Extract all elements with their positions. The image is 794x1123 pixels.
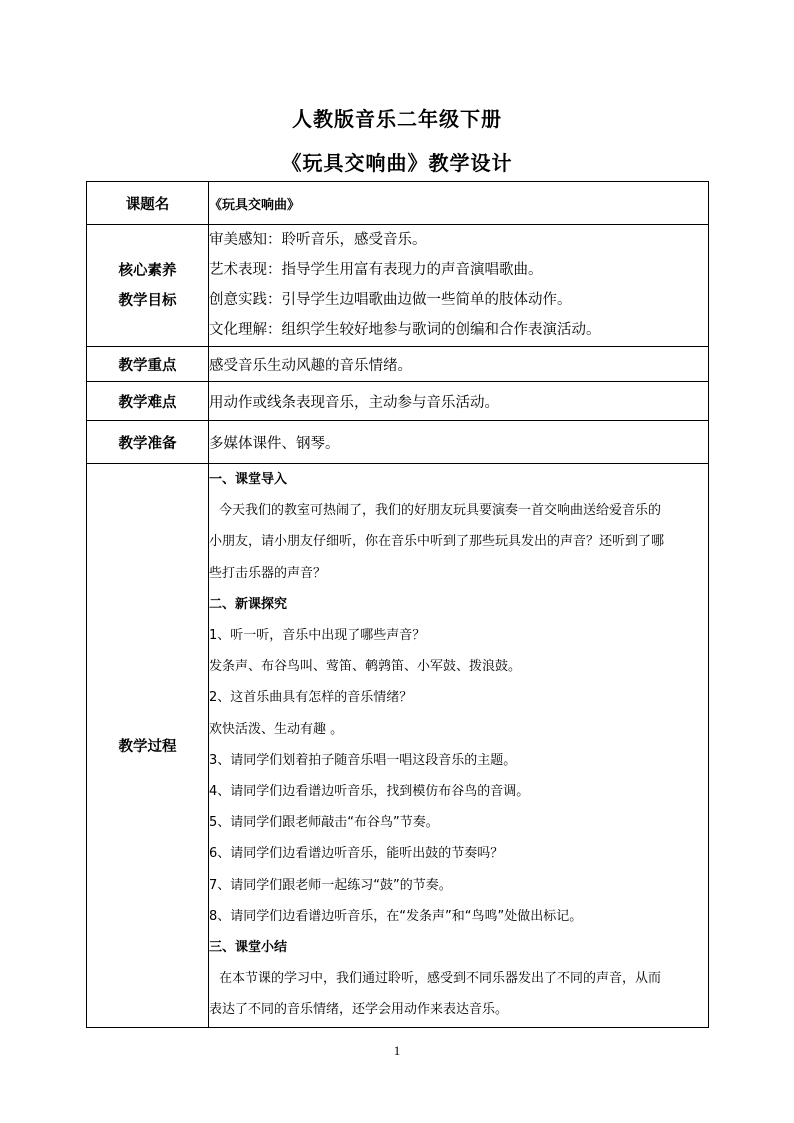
lesson-plan-table xyxy=(86,181,709,1028)
goal-item: 文化理解：组织学生较好地参与歌词的创编和合作表演活动。 xyxy=(209,322,601,338)
table-row-goals xyxy=(87,225,709,347)
process-line: 4、请同学们边看谱边听音乐，找到模仿布谷鸟的音调。 xyxy=(209,784,530,800)
process-line: 今天我们的教室可热闹了，我们的好朋友玩具要演奏一首交响曲送给爱音乐的 xyxy=(219,503,662,519)
key-points-label: 教学重点 xyxy=(87,347,209,382)
section-heading: 一、课堂导入 xyxy=(209,472,288,487)
topic-label: 课题名 xyxy=(87,182,209,225)
process-line: 欢快活泼、生动有趣 。 xyxy=(209,721,344,737)
process-line: 5、请同学们跟老师敲击“布谷鸟”节奏。 xyxy=(209,815,439,831)
process-line: 7、请同学们跟老师一起练习“鼓”的节奏。 xyxy=(209,877,452,893)
table-row-key-points xyxy=(87,347,709,382)
goal-item: 审美感知：聆听音乐，感受音乐。 xyxy=(209,232,427,248)
process-value xyxy=(209,464,709,1028)
process-line: 8、请同学们边看谱边听音乐，在“发条声”和“鸟鸣”处做出标记。 xyxy=(209,908,583,924)
difficulties-value: 用动作或线条表现音乐，主动参与音乐活动。 xyxy=(209,382,709,421)
process-line: 2、这首乐曲具有怎样的音乐情绪？ xyxy=(209,690,413,706)
process-label: 教学过程 xyxy=(87,464,209,1028)
process-line: 小朋友，请小朋友仔细听，你在音乐中听到了那些玩具发出的声音？还听到了哪 xyxy=(209,534,665,550)
goals-label-line: 教学目标 xyxy=(118,292,177,309)
process-line: 表达了不同的音乐情绪，还学会用动作来表达音乐。 xyxy=(209,1002,509,1018)
process-line: 3、请同学们划着拍子随音乐唱一唱这段音乐的主题。 xyxy=(209,752,517,768)
document-title: 人教版音乐二年级下册 xyxy=(292,107,502,131)
difficulties-label: 教学难点 xyxy=(87,382,209,421)
table-row-process xyxy=(87,464,709,1028)
process-line: 1、听一听，音乐中出现了哪些声音？ xyxy=(209,628,426,644)
section-heading: 三、课堂小结 xyxy=(209,940,288,956)
process-line: 6、请同学们边看谱边听音乐，能听出鼓的节奏吗？ xyxy=(209,846,504,862)
table-row-topic xyxy=(87,182,709,225)
table-row-difficulties xyxy=(87,382,709,421)
process-line: 在本节课的学习中，我们通过聆听，感受到不同乐器发出了不同的声音，从而 xyxy=(219,971,662,987)
topic-value: 《玩具交响曲》 xyxy=(209,182,709,225)
process-line: 些打击乐器的声音？ xyxy=(209,565,327,581)
preparation-value: 多媒体课件、钢琴。 xyxy=(209,421,709,464)
goals-label-line: 核心素养 xyxy=(118,262,177,279)
goal-item: 创意实践：引导学生边唱歌曲边做一些简单的肢体动作。 xyxy=(209,292,572,308)
section-heading: 二、新课探究 xyxy=(209,596,288,612)
goal-item: 艺术表现：指导学生用富有表现力的声音演唱歌曲。 xyxy=(209,262,543,278)
table-row-preparation xyxy=(87,421,709,464)
process-line: 发条声、布谷鸟叫、莺笛、鹌鹑笛、小军鼓、拨浪鼓。 xyxy=(209,659,522,675)
goals-label xyxy=(87,225,209,347)
document-subtitle: 《玩具交响曲》教学设计 xyxy=(281,151,513,175)
goals-value xyxy=(209,225,709,347)
preparation-label: 教学准备 xyxy=(87,421,209,464)
page-number: 1 xyxy=(393,1043,401,1058)
key-points-value: 感受音乐生动风趣的音乐情绪。 xyxy=(209,347,709,382)
